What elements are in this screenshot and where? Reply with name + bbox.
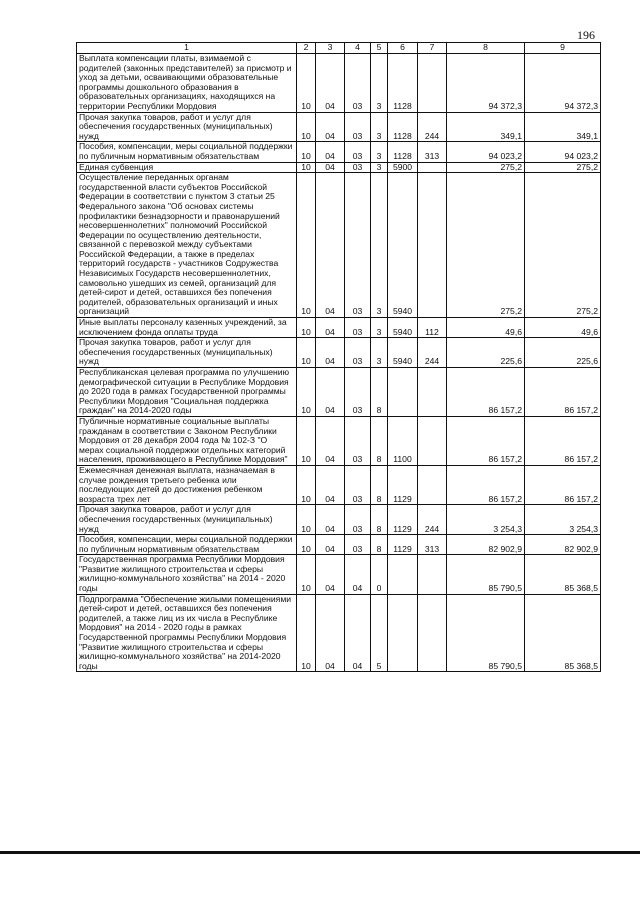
table-row [77, 535, 601, 555]
cell-amount-2: 349,1 [525, 112, 601, 142]
cell-program: 03 [345, 142, 371, 162]
cell-amount-2: 86 157,2 [525, 465, 601, 504]
table-row [77, 142, 601, 162]
cell-subsection: 04 [316, 535, 345, 555]
cell-expense-type [418, 173, 447, 318]
cell-section: 10 [297, 505, 316, 535]
row-name: Выплата компенсации платы, взимаемой с родителей (законных представителей) за присмотр и уход за детьми, осваивающими образовательные программы дошкольного образования в образовательных организациях, находящихся на территории Республики Мордовия [77, 54, 297, 113]
cell-program: 03 [345, 162, 371, 173]
cell-subsection: 04 [316, 318, 345, 338]
cell-program: 03 [345, 368, 371, 417]
cell-subprogram: 3 [371, 318, 388, 338]
row-name: Подпрограмма "Обеспечение жилыми помещениями детей-сирот и детей, оставшихся без попечения родителей, а также лиц из их числа в Республике Мордовия" на 2014 - 2020 годы в рамках Государственной программы Республики Мордовия "Развитие жилищного строительства и сферы жилищно-коммунального хозяйства" на 2014-2020 годы [77, 594, 297, 672]
cell-target-item: 1128 [388, 112, 418, 142]
cell-amount-1: 86 157,2 [447, 465, 525, 504]
cell-target-item: 5940 [388, 338, 418, 368]
cell-amount-1: 86 157,2 [447, 368, 525, 417]
cell-program: 03 [345, 465, 371, 504]
row-name: Государственная программа Республики Мордовия "Развитие жилищного строительства и сферы жилищно-коммунального хозяйства" на 2014 - 2020 годы [77, 555, 297, 594]
cell-subsection: 04 [316, 505, 345, 535]
cell-amount-2: 49,6 [525, 318, 601, 338]
cell-subprogram: 3 [371, 112, 388, 142]
cell-subprogram: 8 [371, 505, 388, 535]
cell-subsection: 04 [316, 142, 345, 162]
cell-program: 03 [345, 505, 371, 535]
cell-subprogram: 3 [371, 142, 388, 162]
cell-amount-2: 275,2 [525, 173, 601, 318]
row-name: Прочая закупка товаров, работ и услуг для обеспечения государственных (муниципальных) нужд [77, 112, 297, 142]
cell-target-item: 1128 [388, 142, 418, 162]
cell-expense-type [418, 162, 447, 173]
cell-program: 03 [345, 318, 371, 338]
col-header-4: 4 [345, 43, 371, 54]
table-row [77, 112, 601, 142]
cell-program: 04 [345, 594, 371, 672]
cell-amount-2: 86 157,2 [525, 368, 601, 417]
cell-subsection: 04 [316, 368, 345, 417]
col-header-7: 7 [418, 43, 447, 54]
cell-amount-1: 49,6 [447, 318, 525, 338]
cell-amount-2: 82 902,9 [525, 535, 601, 555]
cell-target-item [388, 368, 418, 417]
cell-target-item: 5900 [388, 162, 418, 173]
cell-section: 10 [297, 535, 316, 555]
table-row [77, 555, 601, 594]
cell-amount-1: 94 023,2 [447, 142, 525, 162]
cell-target-item: 1128 [388, 54, 418, 113]
cell-program: 03 [345, 112, 371, 142]
table-row [77, 416, 601, 465]
cell-subprogram: 3 [371, 162, 388, 173]
cell-target-item: 1100 [388, 416, 418, 465]
cell-target-item: 5940 [388, 173, 418, 318]
cell-program: 03 [345, 338, 371, 368]
cell-subprogram: 0 [371, 555, 388, 594]
cell-section: 10 [297, 465, 316, 504]
cell-section: 10 [297, 142, 316, 162]
cell-subprogram: 5 [371, 594, 388, 672]
cell-amount-2: 85 368,5 [525, 555, 601, 594]
cell-expense-type: 244 [418, 112, 447, 142]
col-header-3: 3 [316, 43, 345, 54]
cell-amount-2: 86 157,2 [525, 416, 601, 465]
cell-section: 10 [297, 318, 316, 338]
col-header-8: 8 [447, 43, 525, 54]
cell-subsection: 04 [316, 594, 345, 672]
cell-subsection: 04 [316, 555, 345, 594]
cell-section: 10 [297, 162, 316, 173]
cell-subsection: 04 [316, 173, 345, 318]
cell-section: 10 [297, 112, 316, 142]
cell-expense-type [418, 54, 447, 113]
cell-section: 10 [297, 594, 316, 672]
cell-amount-2: 94 023,2 [525, 142, 601, 162]
col-header-1: 1 [77, 43, 297, 54]
table-row [77, 594, 601, 672]
cell-expense-type [418, 368, 447, 417]
cell-expense-type: 244 [418, 338, 447, 368]
cell-amount-1: 3 254,3 [447, 505, 525, 535]
col-header-6: 6 [388, 43, 418, 54]
row-name: Единая субвенция [77, 162, 297, 173]
cell-program: 03 [345, 535, 371, 555]
cell-amount-1: 94 372,3 [447, 54, 525, 113]
column-number-row [77, 43, 601, 54]
cell-section: 10 [297, 338, 316, 368]
cell-amount-2: 225,6 [525, 338, 601, 368]
cell-program: 03 [345, 54, 371, 113]
cell-amount-1: 225,6 [447, 338, 525, 368]
cell-section: 10 [297, 416, 316, 465]
cell-section: 10 [297, 368, 316, 417]
table-row [77, 368, 601, 417]
row-name: Прочая закупка товаров, работ и услуг для обеспечения государственных (муниципальных) нужд [77, 505, 297, 535]
cell-target-item: 1129 [388, 505, 418, 535]
cell-target-item: 1129 [388, 465, 418, 504]
cell-subprogram: 8 [371, 465, 388, 504]
cell-subsection: 04 [316, 338, 345, 368]
row-name: Публичные нормативные социальные выплаты гражданам в соответствии с Законом Республики Мордовия от 28 декабря 2004 года № 102-З "О мерах социальной поддержки отдельных категорий населения, проживающего в Республике Мордовия" [77, 416, 297, 465]
cell-program: 03 [345, 416, 371, 465]
row-name: Ежемесячная денежная выплата, назначаемая в случае рождения третьего ребенка или последующих детей до достижения ребенком возраста трех лет [77, 465, 297, 504]
cell-amount-1: 82 902,9 [447, 535, 525, 555]
cell-section: 10 [297, 173, 316, 318]
cell-amount-1: 85 790,5 [447, 555, 525, 594]
cell-program: 04 [345, 555, 371, 594]
row-name: Пособия, компенсации, меры социальной поддержки по публичным нормативным обязательствам [77, 535, 297, 555]
col-header-9: 9 [525, 43, 601, 54]
cell-amount-1: 275,2 [447, 173, 525, 318]
cell-amount-1: 86 157,2 [447, 416, 525, 465]
table-row [77, 173, 601, 318]
cell-subprogram: 3 [371, 54, 388, 113]
cell-amount-1: 349,1 [447, 112, 525, 142]
cell-expense-type [418, 555, 447, 594]
cell-subsection: 04 [316, 54, 345, 113]
cell-subprogram: 8 [371, 416, 388, 465]
row-name: Пособия, компенсации, меры социальной поддержки по публичным нормативным обязательствам [77, 142, 297, 162]
cell-amount-2: 85 368,5 [525, 594, 601, 672]
table-row [77, 505, 601, 535]
cell-expense-type [418, 594, 447, 672]
col-header-2: 2 [297, 43, 316, 54]
table-row [77, 338, 601, 368]
table-row [77, 318, 601, 338]
cell-subprogram: 8 [371, 368, 388, 417]
table-row [77, 54, 601, 113]
cell-amount-1: 85 790,5 [447, 594, 525, 672]
cell-program: 03 [345, 173, 371, 318]
cell-subsection: 04 [316, 416, 345, 465]
cell-expense-type: 313 [418, 142, 447, 162]
cell-target-item: 1129 [388, 535, 418, 555]
row-name: Республиканская целевая программа по улучшению демографической ситуации в Республике Мордовия до 2020 года в рамках Государственной программы Республики Мордовия "Социальная поддержка граждан" на 2014-2020 годы [77, 368, 297, 417]
cell-expense-type: 244 [418, 505, 447, 535]
cell-target-item [388, 594, 418, 672]
budget-table [76, 42, 601, 672]
cell-subsection: 04 [316, 162, 345, 173]
cell-target-item: 5940 [388, 318, 418, 338]
scan-edge-line [0, 851, 640, 854]
cell-amount-2: 275,2 [525, 162, 601, 173]
cell-target-item [388, 555, 418, 594]
table-row [77, 465, 601, 504]
row-name: Прочая закупка товаров, работ и услуг для обеспечения государственных (муниципальных) нужд [77, 338, 297, 368]
cell-section: 10 [297, 555, 316, 594]
cell-subprogram: 3 [371, 173, 388, 318]
cell-amount-1: 275,2 [447, 162, 525, 173]
cell-subprogram: 8 [371, 535, 388, 555]
cell-expense-type [418, 465, 447, 504]
cell-subsection: 04 [316, 112, 345, 142]
table-row [77, 162, 601, 173]
col-header-5: 5 [371, 43, 388, 54]
page-number: 196 [577, 28, 595, 42]
cell-expense-type: 112 [418, 318, 447, 338]
cell-section: 10 [297, 54, 316, 113]
cell-expense-type [418, 416, 447, 465]
cell-amount-2: 94 372,3 [525, 54, 601, 113]
cell-amount-2: 3 254,3 [525, 505, 601, 535]
cell-subsection: 04 [316, 465, 345, 504]
cell-expense-type: 313 [418, 535, 447, 555]
row-name: Иные выплаты персоналу казенных учреждений, за исключением фонда оплаты труда [77, 318, 297, 338]
row-name: Осуществление переданных органам государственной власти субъектов Российской Федерации в соответствии с пунктом 3 статьи 25 Федерального закона "Об основах системы профилактики безнадзорности и правонарушений несовершеннолетних" полномочий Российской Федерации по осуществлению деятельности, связанной с перевозкой между субъектами Российской Федерации, а также в пределах территорий государств - участников Содружества Независимых Государств несовершеннолетних, самовольно ушедших из семей, организаций для детей-сирот и детей, оставшихся без попечения родителей, образовательных организаций и иных организаций [77, 173, 297, 318]
cell-subprogram: 3 [371, 338, 388, 368]
